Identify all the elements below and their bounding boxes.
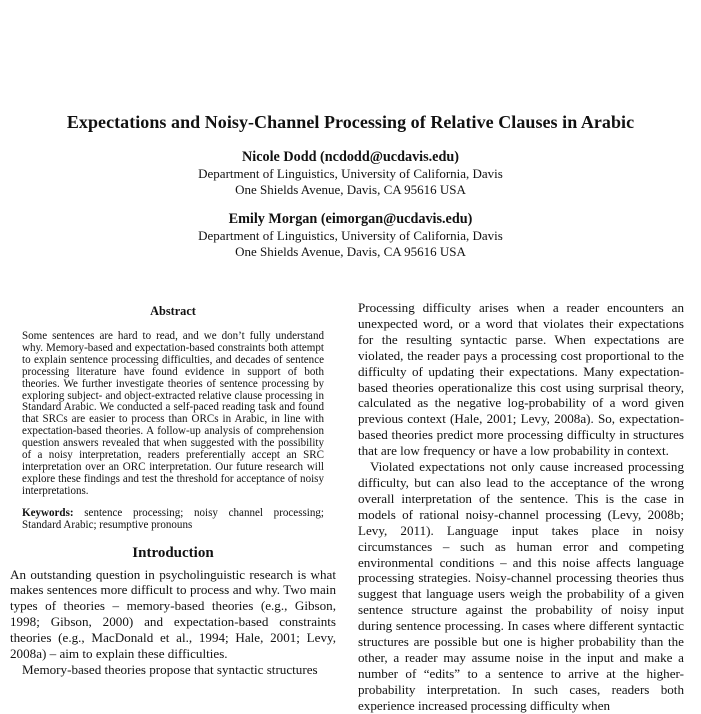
author-block-2 [0,210,701,259]
author-block-1 [0,148,701,197]
author-affiliation: Department of Linguistics, University of California, Davis [198,166,503,181]
author-name: Emily Morgan (eimorgan@ucdavis.edu) [228,211,473,227]
author-address: One Shields Avenue, Davis, CA 95616 USA [235,243,466,259]
intro-paragraph-1: An outstanding question in psycholinguistic research is what makes sentences more difficult to process and why. Two main types of theories – memory-based theories (e.g., Gibson, 1998; Gibson, 2000) and expectation-based constraints theories (e.g., MacDonald et al., 1994; Hale, 2001; Levy, 2008a) – aim to explain these difficulties. [10,566,336,662]
body-paragraph-1: Processing difficulty arises when a reader encounters an unexpected word, or a word that violates their expectations for the resulting syntactic parse. When expectations are violated, the reader pays a processing cost proportional to the difficulty of updating their expectations. Many expectation-based theories operationalize this cost using surprisal theory, calculated as the negative log-probability of a word given previous context (Hale, 2001; Levy, 2008a). So, expectation-based theories predict more processing difficulty in structures that are low frequency or have a low probability in context. [358,300,684,459]
keywords-text: sentence processing; noisy channel processing; Standard Arabic; resumptive pronouns [22,506,324,531]
keywords-label: Keywords: [22,506,74,519]
keywords [22,508,324,532]
abstract-text: Some sentences are hard to read, and we don’t fully understand why. Memory-based and expectation-based constraints both attempt to explain sentence processing difficulties, and decades of sentence processing literature have found evidence in support of both theories. We further investigate theories of sentence processing by exploring subject- and object-extracted relative clause processing in Standard Arabic. We conducted a self-paced reading task and found that SRCs are easier to process than ORCs in Arabic, in line with expectation-based theories. A follow-up analysis of comprehension question answers revealed that when suggested with the possibility of a noisy interpretation, readers preferentially accept an SRC interpretation over an ORC interpretation. Our future research will explore these findings and test the threshold for acceptance of noisy interpretations. [22,330,324,497]
introduction-heading: Introduction [132,544,214,561]
right-column [358,300,684,714]
left-column [10,300,336,678]
paper-title: Expectations and Noisy-Channel Processing of Relative Clauses in Arabic [66,112,635,132]
abstract [10,304,336,532]
body-paragraph-2: Violated expectations not only cause increased processing difficulty, but can also lead to the acceptance of the wrong overall interpretation of the sentence. This is the case in models of rational noisy-channel processing (Levy, 2008b; Levy, 2011). Language input takes place in noisy circumstances – such as human error and competing environmental conditions – and this noise affects language processing strategies. Noisy-channel processing theories thus suggest that language users weigh the probability of a given sentence structure against the probability of noisy input during sentence processing. In cases where different syntactic structures are possible but one is higher probability than the other, a reader may assume noise in the input and make a number of “edits” to a sentence to arrive at the higher-probability interpretation. In such cases, readers both experience increased processing difficulty when [358,459,684,713]
author-name: Nicole Dodd (ncdodd@ucdavis.edu) [242,149,459,165]
intro-paragraph-2: Memory-based theories propose that syntactic structures [22,661,318,677]
author-affiliation: Department of Linguistics, University of California, Davis [198,228,503,243]
author-address: One Shields Avenue, Davis, CA 95616 USA [235,181,466,197]
abstract-heading: Abstract [150,304,196,318]
